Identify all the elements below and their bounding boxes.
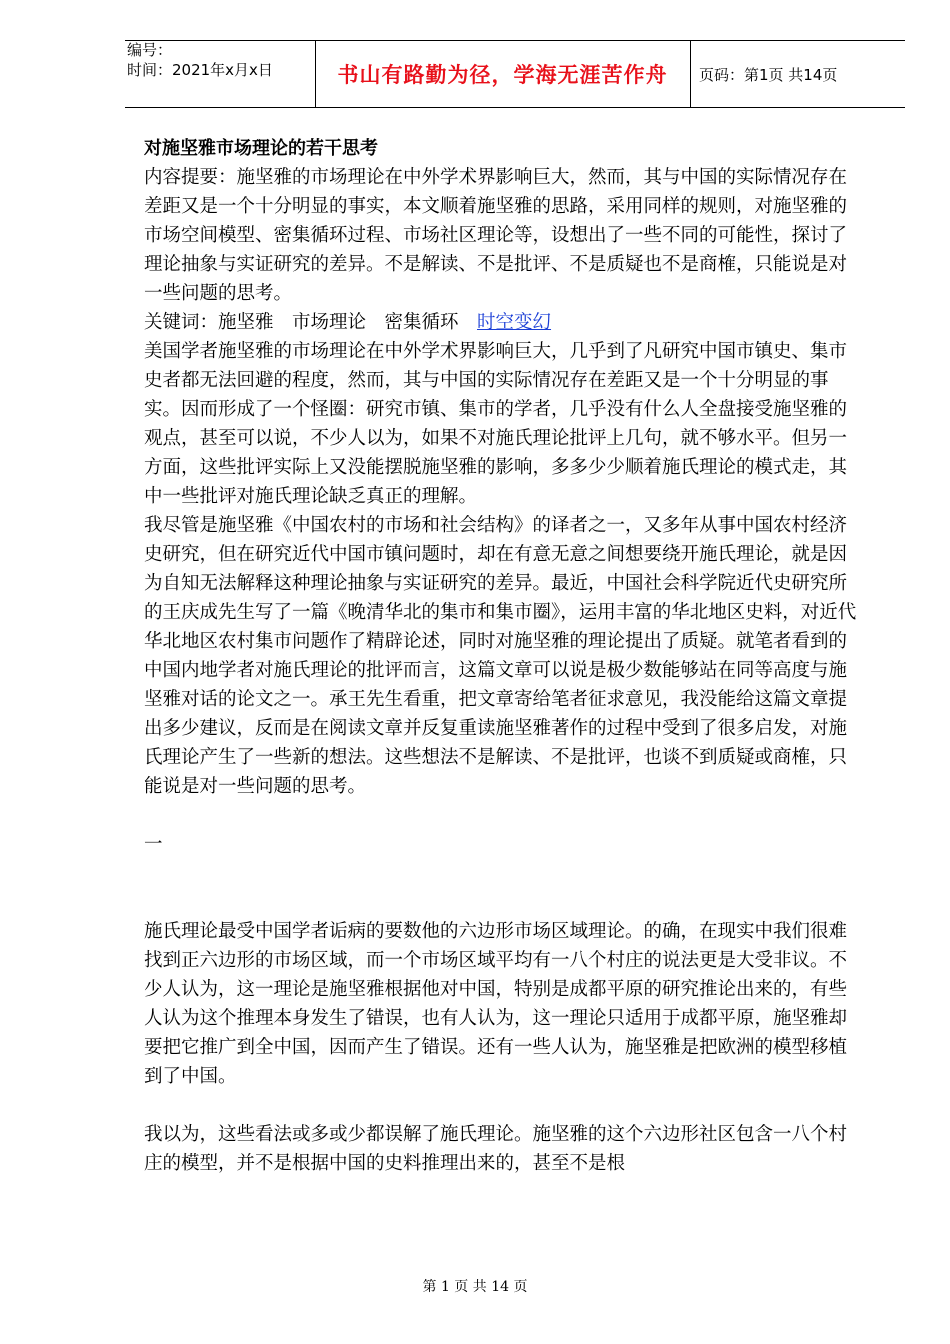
body-paragraph: 我尽管是施坚雅《中国农村的市场和社会结构》的译者之一，又多年从事中国农村经济史研究，但在研究近代中国市镇问题时，却在有意无意之间想要绕开施氏理论，就是因为自知无法解释这种理论抽象与实证研究的差异。最近，中国社会科学院近代史研究所的王庆成先生写了一篇《晚清华北的集市和集市圈》，运用丰富的华北地区史料，对近代华北地区农村集市问题作了精辟论述，同时对施坚雅的理论提出了质疑。就笔者看到的中国内地学者对施氏理论的批评而言，这篇文章可以说是极少数能够站在同等高度与施坚雅对话的论文之一。承王先生看重，把文章寄给笔者征求意见，我没能给这篇文章提出多少建议，反而是在阅读文章并反复重读施坚雅著作的过程中受到了很多启发，对施氏理论产生了一些新的想法。这些想法不是解读、不是批评，也谈不到质疑或商榷，只能说是对一些问题的思考。 xyxy=(144,515,857,797)
header-page-info: 页码：第1页 共14页 xyxy=(699,65,838,84)
body-paragraph: 美国学者施坚雅的市场理论在中外学术界影响巨大，几乎到了凡研究中国市镇史、集市史者都无法回避的程度，然而，其与中国的实际情况存在差距又是一个十分明显的事实。因而形成了一个怪圈：研究市镇、集市的学者，几乎没有什么人全盘接受施坚雅的观点，甚至可以说，不少人以为，如果不对施氏理论批评上几句，就不够水平。但另一方面，这些批评实际上又没能摆脱施坚雅的影响，多多少少顺着施氏理论的模式走，其中一些批评对施氏理论缺乏真正的理解。 xyxy=(144,341,848,507)
document-time-label: 时间：2021年x月x日 xyxy=(127,61,273,79)
document-number-label: 编号： xyxy=(127,41,173,59)
spacer xyxy=(144,1091,864,1120)
page-header xyxy=(125,40,905,108)
document-body xyxy=(144,134,864,1178)
header-meta xyxy=(127,40,273,80)
section-marker: 一 xyxy=(144,834,163,855)
keywords-text: 关键词：施坚雅 市场理论 密集循环 xyxy=(144,312,478,333)
spacer xyxy=(144,801,864,830)
keyword-link[interactable]: 时空变幻 xyxy=(477,312,552,333)
body-paragraph: 施氏理论最受中国学者诟病的要数他的六边形市场区域理论。的确，在现实中我们很难找到正六边形的市场区域，而一个市场区域平均有一八个村庄的说法更是大受非议。不少人认为，这一理论是施坚雅根据他对中国，特别是成都平原的研究推论出来的，有些人认为这个推理本身发生了错误，也有人认为，这一理论只适用于成都平原，施坚雅却要把它推广到全中国，因而产生了错误。还有一些人认为，施坚雅是把欧洲的模型移植到了中国。 xyxy=(144,921,848,1087)
body-paragraph: 我以为，这些看法或多或少都误解了施氏理论。施坚雅的这个六边形社区包含一八个村庄的模型，并不是根据中国的史料推理出来的，甚至不是根 xyxy=(144,1124,848,1174)
article-keywords xyxy=(144,308,864,337)
header-motto: 书山有路勤为径，学海无涯苦作舟 xyxy=(337,62,668,87)
spacer xyxy=(144,859,864,888)
article-title: 对施坚雅市场理论的若干思考 xyxy=(144,138,378,159)
article-abstract: 内容提要：施坚雅的市场理论在中外学术界影响巨大，然而，其与中国的实际情况存在差距又是一个十分明显的事实，本文顺着施坚雅的思路，采用同样的规则，对施坚雅的市场空间模型、密集循环过程、市场社区理论等，设想出了一些不同的可能性，探讨了理论抽象与实证研究的差异。不是解读、不是批评、不是质疑也不是商榷，只能说是对一些问题的思考。 xyxy=(144,167,848,304)
page-footer: 第 1 页 共 14 页 xyxy=(422,1279,528,1295)
spacer xyxy=(144,888,864,917)
